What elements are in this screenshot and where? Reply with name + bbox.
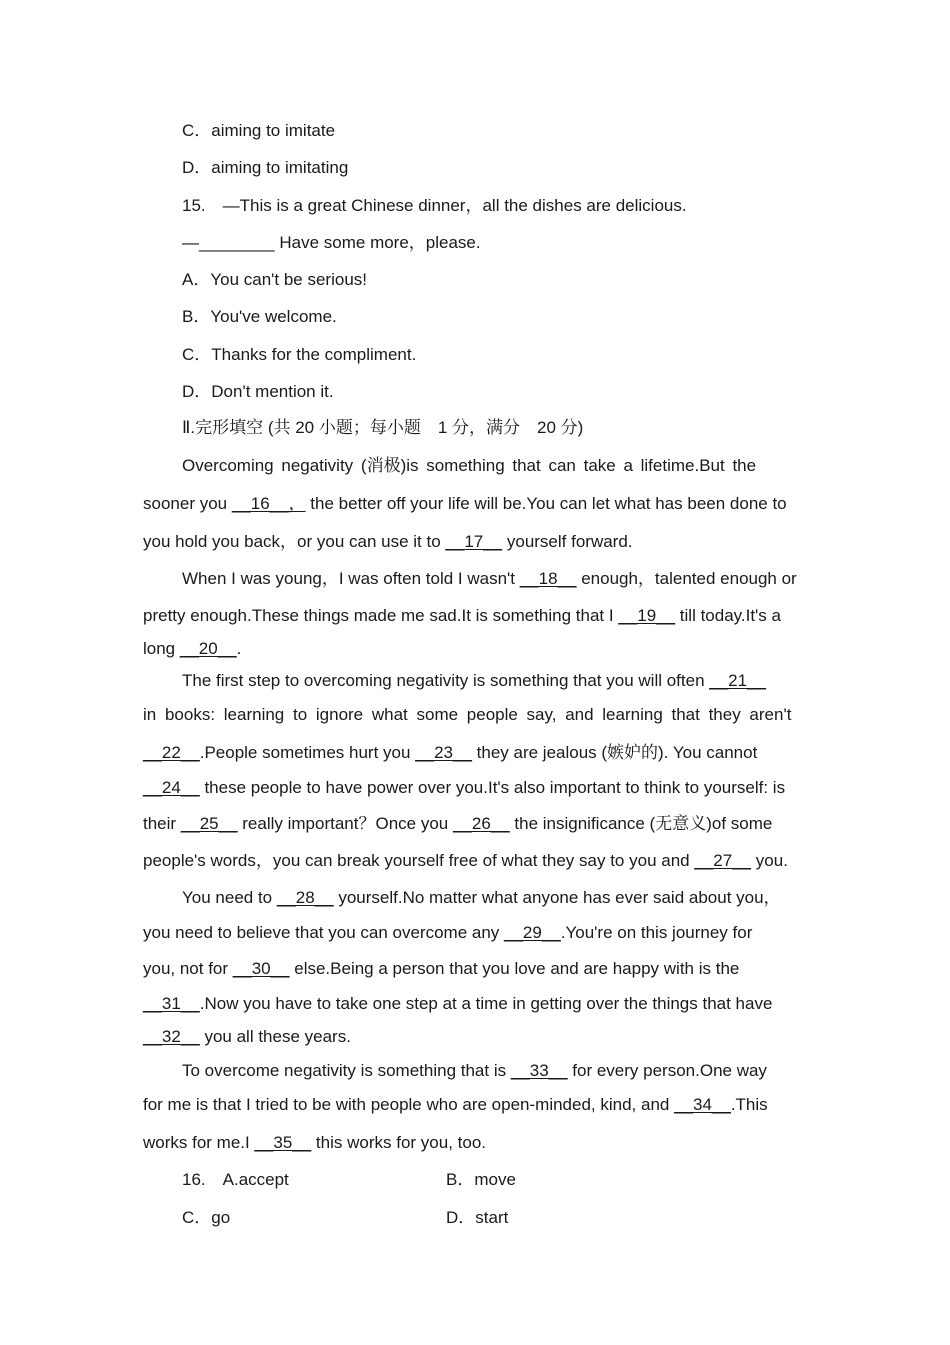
blank-25: __25__ (180, 814, 238, 833)
passage-text: you all these years. (199, 1027, 351, 1046)
passage-line (182, 1060, 767, 1082)
passage-text: you. (751, 851, 788, 870)
passage-text: for me is that I tried to be with people who are open-minded, kind, and (143, 1095, 675, 1114)
passage-line (143, 922, 752, 944)
passage-text: long (143, 639, 180, 658)
blank-17: __17__ (445, 532, 503, 551)
passage-text: Overcoming negativity (消极)is something that can take a lifetime.But the (182, 456, 757, 475)
question-15-option-a: A．You can't be serious! (182, 270, 368, 289)
blank-32: __32__ (143, 1027, 200, 1046)
passage-text: their (143, 814, 181, 833)
blank-23: __23__ (415, 743, 472, 762)
blank-16: __16__， (231, 494, 306, 513)
passage-text: else.Being a person that you love and are happy with is the (289, 959, 740, 978)
passage-line (143, 813, 772, 835)
blank-31: __31__ (143, 994, 200, 1013)
passage-text: You need to (182, 888, 277, 907)
question-15-reply: —________ Have some more，please. (182, 233, 481, 252)
passage-line (182, 455, 808, 477)
passage-line (143, 1132, 486, 1154)
passage-text: .Now you have to take one step at a time in getting over the things that have (199, 994, 773, 1013)
passage-text: To overcome negativity is something that is (182, 1061, 511, 1080)
blank-28: __28__ (276, 888, 334, 907)
section-title: Ⅱ.完形填空 (共 20 小题；每小题 1 分，满分 20 分) (182, 418, 584, 437)
passage-text: .People sometimes hurt you (199, 743, 416, 762)
passage-text: the insignificance (无意义)of some (509, 814, 773, 833)
blank-35: __35__ (254, 1133, 312, 1152)
blank-19: __19__ (618, 606, 676, 625)
passage-line (182, 887, 781, 909)
passage-text: people's words，you can break yourself free of what they say to you and (143, 851, 695, 870)
option-d-prev: D．aiming to imitating (182, 158, 349, 177)
question-16-option-a: 16. A.accept (182, 1170, 289, 1189)
blank-34: __34__ (674, 1095, 731, 1114)
question-16-option-c: C．go (182, 1208, 231, 1227)
passage-text: .You're on this journey for (560, 923, 753, 942)
passage-line (143, 531, 633, 553)
passage-text: yourself forward. (502, 532, 633, 551)
passage-text: .This (730, 1095, 768, 1114)
passage-line (182, 568, 797, 590)
blank-33: __33__ (510, 1061, 568, 1080)
passage-line: in books: learning to ignore what some people say, and learning that they aren't (143, 705, 792, 724)
question-15-option-c: C．Thanks for the compliment. (182, 345, 417, 364)
question-15-option-b: B．You've welcome. (182, 307, 337, 326)
passage-text: they are jealous (嫉妒的). You cannot (471, 743, 758, 762)
passage-line (143, 958, 739, 980)
passage-text: When I was young，I was often told I wasn't (182, 569, 520, 588)
passage-text: you need to believe that you can overcome any (143, 923, 505, 942)
question-16-option-b: B．move (446, 1170, 516, 1189)
blank-24: __24__ (143, 778, 200, 797)
passage-line (143, 777, 785, 799)
passage-text: works for me.I (143, 1133, 255, 1152)
passage-text: The first step to overcoming negativity is something that you will often (182, 671, 710, 690)
passage-line (143, 993, 772, 1015)
passage-text: yourself.No matter what anyone has ever said about you， (333, 888, 781, 907)
passage-line (143, 850, 788, 872)
passage-text: this works for you, too. (311, 1133, 486, 1152)
blank-26: __26__ (452, 814, 510, 833)
passage-line (143, 605, 781, 627)
question-16-option-d: D．start (446, 1208, 509, 1227)
passage-line (182, 670, 766, 692)
passage-text: you hold you back，or you can use it to (143, 532, 446, 551)
passage-line (143, 493, 787, 515)
option-c-prev: C．aiming to imitate (182, 121, 336, 140)
blank-27: __27__ (694, 851, 752, 870)
blank-22: __22__ (143, 743, 200, 762)
passage-text: these people to have power over you.It's also important to think to yourself: is (199, 778, 786, 797)
passage-text: till today.It's a (675, 606, 781, 625)
blank-29: __29__ (504, 923, 561, 942)
blank-21: __21__ (709, 671, 766, 690)
passage-text: pretty enough.These things made me sad.It is something that I (143, 606, 619, 625)
blank-18: __18__ (519, 569, 577, 588)
question-15-option-d: D．Don't mention it. (182, 382, 334, 401)
passage-text: sooner you (143, 494, 232, 513)
passage-text: enough，talented enough or (576, 569, 797, 588)
passage-text: really important？Once you (237, 814, 453, 833)
blank-20: __20__ (179, 639, 237, 658)
passage-text: you, not for (143, 959, 233, 978)
blank-30: __30__ (232, 959, 290, 978)
passage-line (143, 742, 757, 764)
passage-line (143, 1094, 768, 1116)
passage-text: . (236, 639, 242, 658)
passage-line (143, 638, 241, 660)
passage-line (143, 1026, 351, 1048)
passage-text: the better off your life will be.You can let what has been done to (305, 494, 787, 513)
passage-text: for every person.One way (567, 1061, 767, 1080)
question-15-stem: 15. —This is a great Chinese dinner，all the dishes are delicious. (182, 196, 687, 215)
